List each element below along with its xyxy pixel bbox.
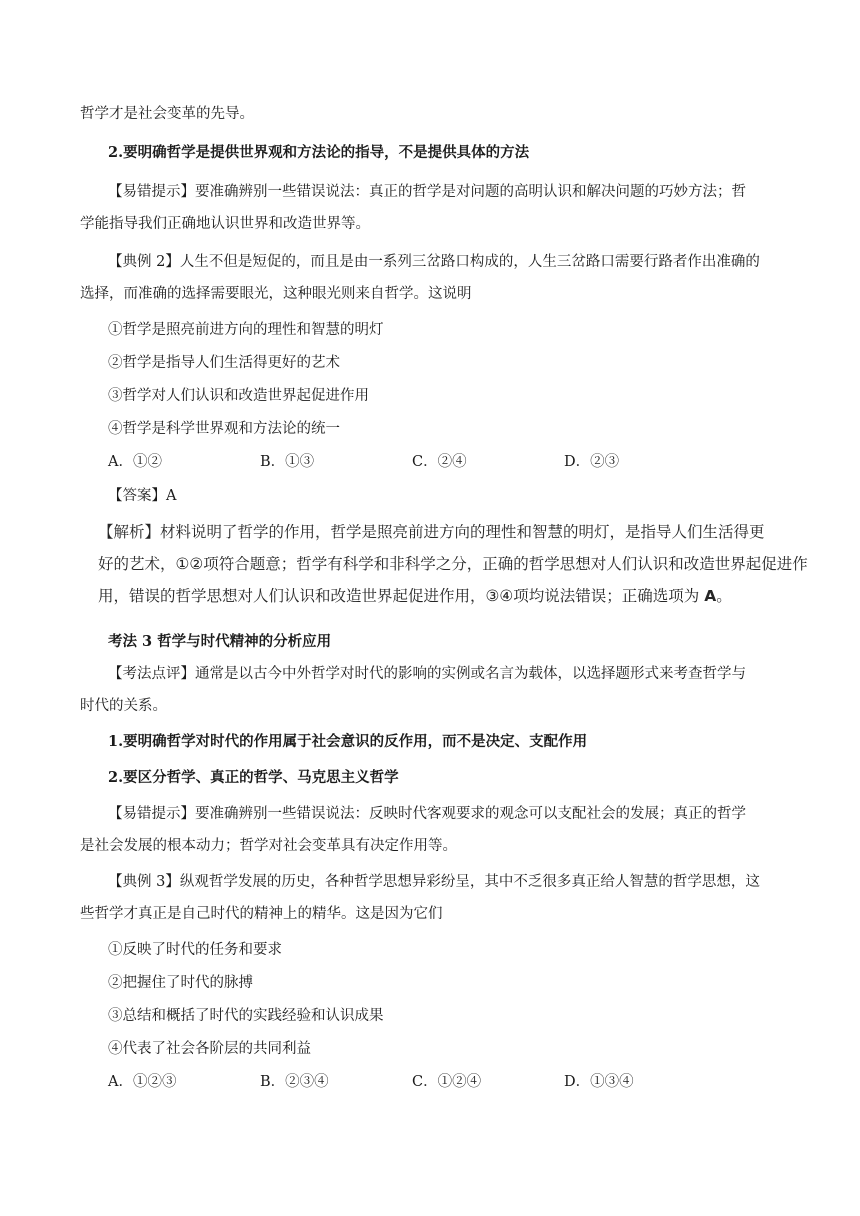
- choice-d: D．②③: [564, 454, 620, 470]
- analysis-answer: A: [704, 587, 717, 605]
- statement-1: ①反映了时代的任务和要求: [108, 942, 282, 958]
- method-review-cont: 时代的关系。: [80, 698, 167, 714]
- analysis-block: [98, 516, 808, 612]
- statement-2: ②把握住了时代的脉搏: [108, 975, 253, 991]
- analysis-line: 【解析】材料说明了哲学的作用，哲学是照亮前进方向的理性和智慧的明灯，是指导人们生活得更: [98, 523, 765, 541]
- example-question-cont: 些哲学才真正是自己时代的精神上的精华。这是因为它们: [80, 906, 443, 922]
- section-heading: 1.要明确哲学对时代的作用属于社会意识的反作用，而不是决定、支配作用: [108, 733, 588, 750]
- statement-1: ①哲学是照亮前进方向的理性和智慧的明灯: [108, 322, 384, 338]
- method-review: 【考法点评】通常是以古今中外哲学对时代的影响的实例或名言为载体，以选择题形式来考查哲学与: [108, 666, 746, 682]
- statement-2: ②哲学是指导人们生活得更好的艺术: [108, 355, 340, 371]
- analysis-text: 用，错误的哲学思想对人们认识和改造世界起促进作用，③④项均说法错误；正确选项为: [98, 587, 705, 605]
- statement-3: ③哲学对人们认识和改造世界起促进作用: [108, 388, 369, 404]
- statement-3: ③总结和概括了时代的实践经验和认识成果: [108, 1008, 384, 1024]
- error-tip-cont: 是社会发展的根本动力；哲学对社会变革具有决定作用等。: [80, 838, 457, 854]
- choice-c: C．②④: [412, 454, 467, 470]
- choice-a: A．①②: [108, 454, 162, 470]
- error-tip: 【易错提示】要准确辨别一些错误说法：反映时代客观要求的观念可以支配社会的发展；真正的哲学: [108, 806, 746, 822]
- choice-c: C．①②④: [412, 1074, 482, 1090]
- example-question: 【典例 2】人生不但是短促的，而且是由一系列三岔路口构成的，人生三岔路口需要行路者作出准确的: [108, 254, 760, 270]
- section-heading: 2.要明确哲学是提供世界观和方法论的指导，不是提供具体的方法: [108, 144, 530, 161]
- statement-4: ④哲学是科学世界观和方法论的统一: [108, 421, 340, 437]
- choice-a: A．①②③: [108, 1074, 177, 1090]
- statement-4: ④代表了社会各阶层的共同利益: [108, 1041, 311, 1057]
- error-tip: 【易错提示】要准确辨别一些错误说法：真正的哲学是对问题的高明认识和解决问题的巧妙方法；哲: [108, 184, 746, 200]
- choice-b: B．①③: [260, 454, 315, 470]
- text-line: 哲学才是社会变革的先导。: [80, 106, 254, 122]
- section-heading: 2.要区分哲学、真正的哲学、马克思主义哲学: [108, 769, 399, 786]
- example-question-cont: 选择，而准确的选择需要眼光，这种眼光则来自哲学。这说明: [80, 286, 472, 302]
- analysis-line: [98, 580, 798, 612]
- error-tip-cont: 学能指导我们正确地认识世界和改造世界等。: [80, 216, 370, 232]
- method-title: 考法 3 哲学与时代精神的分析应用: [108, 633, 332, 650]
- choice-d: D．①③④: [564, 1074, 634, 1090]
- analysis-line: 好的艺术，①②项符合题意；哲学有科学和非科学之分，正确的哲学思想对人们认识和改造世界起促进作: [98, 555, 808, 573]
- choice-b: B．②③④: [260, 1074, 329, 1090]
- analysis-end: 。: [716, 587, 732, 605]
- answer-label: 【答案】A: [108, 488, 177, 504]
- example-question: 【典例 3】纵观哲学发展的历史，各种哲学思想异彩纷呈，其中不乏很多真正给人智慧的哲学思想，这: [108, 874, 760, 890]
